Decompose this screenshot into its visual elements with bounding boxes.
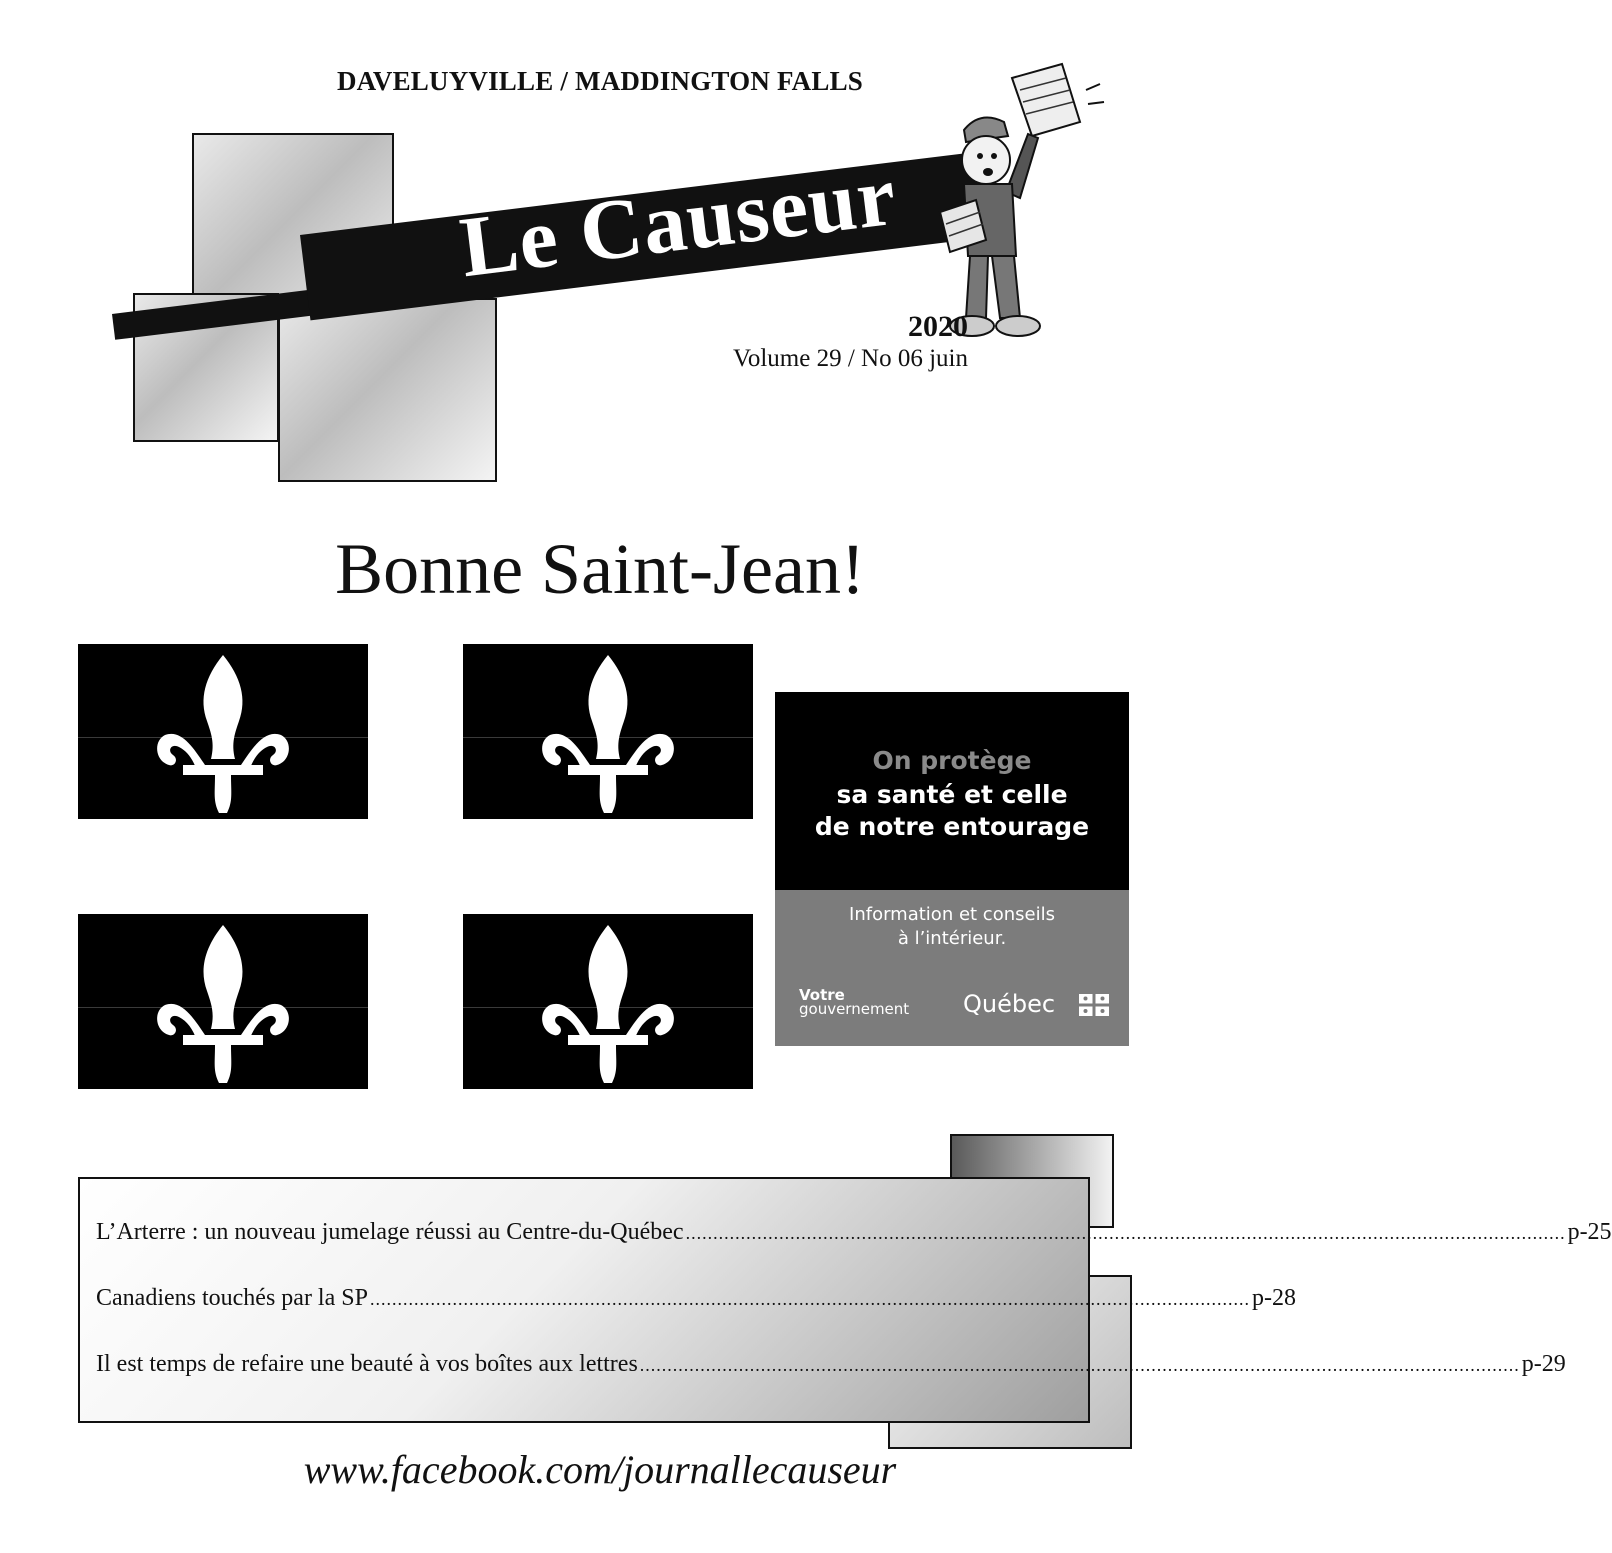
ad-info-panel <box>775 890 1129 1046</box>
ad-line-3: de notre entourage <box>814 812 1090 841</box>
fleur-de-lis-icon <box>153 917 293 1087</box>
ad-line-1: On protège <box>872 746 1032 775</box>
toc-entry[interactable] <box>96 1219 1612 1246</box>
facebook-link[interactable]: www.facebook.com/journallecauseur <box>303 1447 897 1492</box>
masthead-box-decor <box>278 298 497 482</box>
toc-entry[interactable] <box>96 1285 1296 1312</box>
ad-message-panel <box>775 692 1129 890</box>
toc-leader-dots: ................................................................................................................................................................ <box>369 1289 1250 1309</box>
toc-entry[interactable] <box>96 1351 1566 1378</box>
toc-entry-title: Canadiens touchés par la SP <box>96 1285 368 1311</box>
toc-entry-page: p-28 <box>1251 1285 1296 1311</box>
quebec-flag <box>463 914 753 1089</box>
ad-line-2: sa santé et celle <box>836 780 1068 809</box>
quebec-logo-icon <box>1079 994 1109 1016</box>
toc-entry-page: p-29 <box>1521 1351 1566 1377</box>
table-of-contents <box>78 1177 1612 1423</box>
toc-leader-dots: ................................................................................................................................................................ <box>685 1223 1566 1243</box>
government-ad <box>775 692 1129 1046</box>
fleur-de-lis-icon <box>153 647 293 817</box>
town-names: DAVELUYVILLE / MADDINGTON FALLS <box>336 66 864 96</box>
quebec-flag <box>78 644 368 819</box>
headline: Bonne Saint-Jean! <box>335 529 865 609</box>
toc-entry-page: p-25 <box>1567 1219 1612 1245</box>
ad-info-line-1: Information et conseils <box>849 904 1055 925</box>
ad-gouvernement: gouvernement <box>799 1000 910 1018</box>
masthead <box>0 0 1200 500</box>
toc-entry-title: Il est temps de refaire une beauté à vos boîtes aux lettres <box>96 1351 638 1377</box>
toc-entry-title: L’Arterre : un nouveau jumelage réussi au Centre-du-Québec <box>96 1219 684 1245</box>
ad-info-line-2: à l’intérieur. <box>897 928 1007 949</box>
quebec-flag <box>463 644 753 819</box>
newspaper-boy-icon <box>920 60 1110 350</box>
fleur-de-lis-icon <box>538 647 678 817</box>
quebec-flag <box>78 914 368 1089</box>
toc-leader-dots: ................................................................................................................................................................ <box>639 1355 1520 1375</box>
issue-year: 2020 <box>908 310 968 343</box>
issue-volume: Volume 29 / No 06 juin <box>733 345 968 372</box>
ad-votre: Votre <box>799 986 845 1004</box>
newspaper-title: Le Causeur <box>455 146 902 296</box>
fleur-de-lis-icon <box>538 917 678 1087</box>
quebec-logo-text: Québec <box>963 990 1056 1018</box>
